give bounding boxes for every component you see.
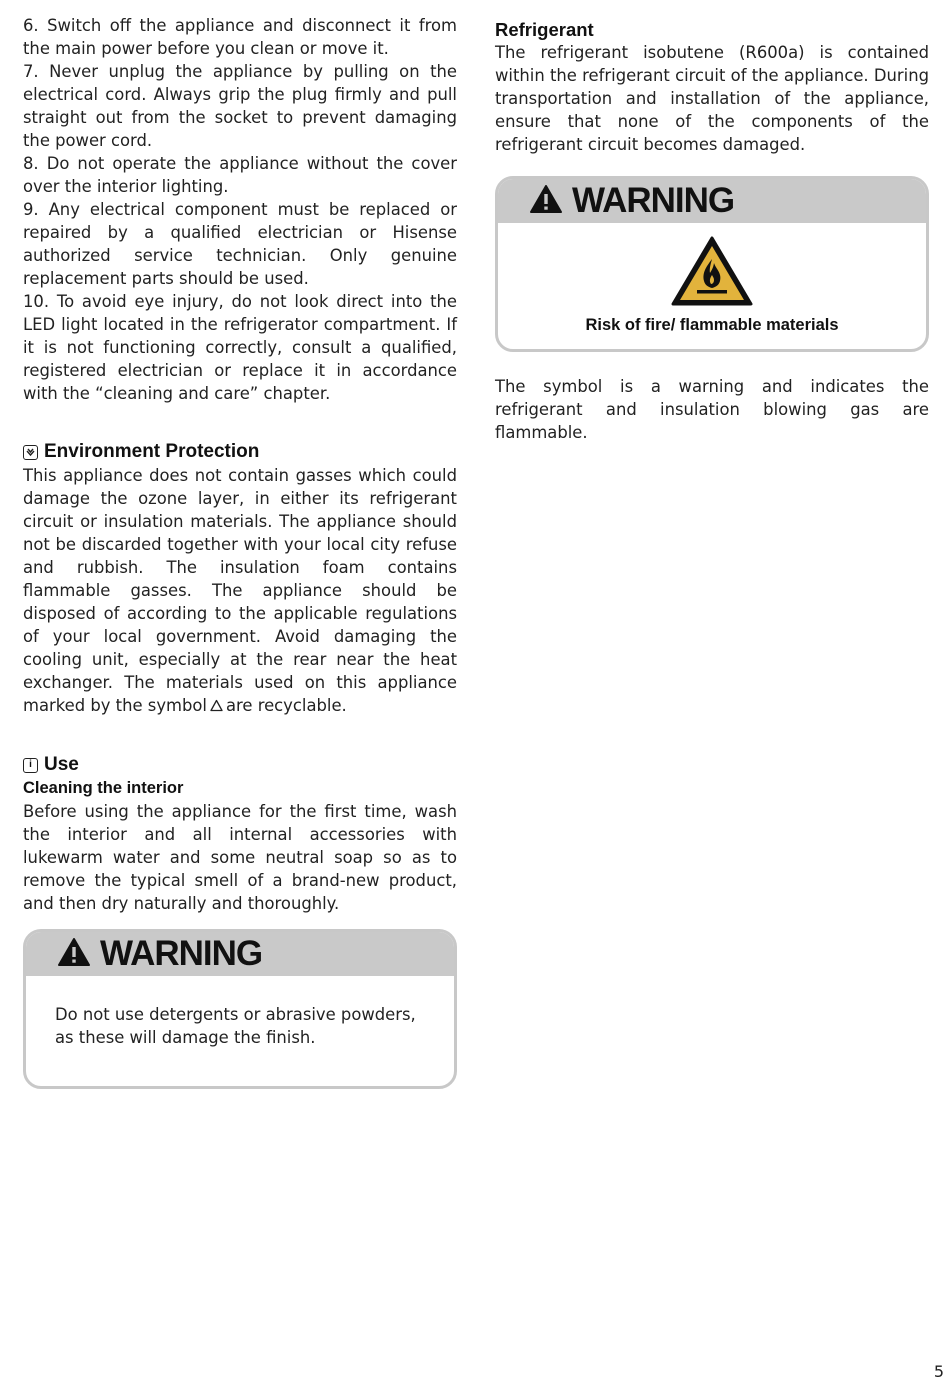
environment-body: This appliance does not contain gasses which could damage the ozone layer, in either its refrigerant circuit or insulation materials. The appliance should not be discarded together with your local city refuse and rubbish. The insulation foam contains flammable gasses. The appliance should be disposed of according to the applicable regulations of your local government. Avoid damaging the cooling unit, especially at the rear near the heat exchanger. The materials used on this appliance marked by the symbol are recyclable. bbox=[23, 464, 457, 719]
cleaning-subheading: Cleaning the interior bbox=[23, 779, 184, 797]
list-item: 6. Switch off the appliance and disconnect it from the main power before you clean or move it. bbox=[23, 16, 457, 58]
flammable-icon bbox=[498, 223, 926, 311]
warning-box bbox=[23, 929, 457, 1089]
warning-triangle-icon bbox=[57, 937, 91, 971]
list-item: 10. To avoid eye injury, do not look direct into the LED light located in the refrigerator compartment. If it is not functioning correctly, consult a qualified, registered electrician or replace it in accordance with the “cleaning and care” chapter. bbox=[23, 292, 457, 403]
right-column bbox=[495, 18, 929, 444]
warning-text: Do not use detergents or abrasive powders, as these will damage the finish. bbox=[55, 1005, 416, 1047]
warning-title: WARNING bbox=[100, 934, 263, 973]
list-item: 9. Any electrical component must be replaced or repaired by a qualified electrician or Hisense authorized service technician. Only genuine replacement parts should be used. bbox=[23, 200, 457, 288]
use-body: Before using the appliance for the first time, wash the interior and all internal accessories with lukewarm water and some neutral soap so as to remove the typical smell of a brand-new product, and then dry naturally and thoroughly. bbox=[23, 802, 457, 913]
fire-warning-box bbox=[495, 176, 929, 352]
refrigerant-body: The refrigerant isobutene (R600a) is contained within the refrigerant circuit of the appliance. During transportation and installation of the appliance, ensure that none of the components of the refrigerant circuit becomes damaged. bbox=[495, 43, 929, 154]
list-item: 7. Never unplug the appliance by pulling on the electrical cord. Always grip the plug firmly and pull straight out from the socket to prevent damaging the power cord. bbox=[23, 62, 457, 150]
page-number: 5 bbox=[933, 1362, 944, 1381]
recycle-icon bbox=[209, 696, 224, 719]
environment-icon bbox=[23, 445, 38, 460]
warning-triangle-icon bbox=[529, 184, 563, 218]
use-heading: i Use bbox=[23, 753, 457, 777]
warning-header bbox=[26, 932, 454, 976]
info-icon: i bbox=[23, 758, 38, 773]
fire-warning-caption: Risk of fire/ flammable materials bbox=[585, 316, 839, 334]
environment-heading: Environment Protection bbox=[23, 440, 457, 464]
fire-warning-header bbox=[498, 179, 926, 223]
refrigerant-heading: Refrigerant bbox=[495, 19, 594, 40]
list-item: 8. Do not operate the appliance without the cover over the interior lighting. bbox=[23, 154, 457, 196]
left-column bbox=[23, 14, 457, 1089]
warning-title: WARNING bbox=[572, 181, 735, 220]
flammable-note: The symbol is a warning and indicates the refrigerant and insulation blowing gas are flammable. bbox=[495, 377, 929, 442]
